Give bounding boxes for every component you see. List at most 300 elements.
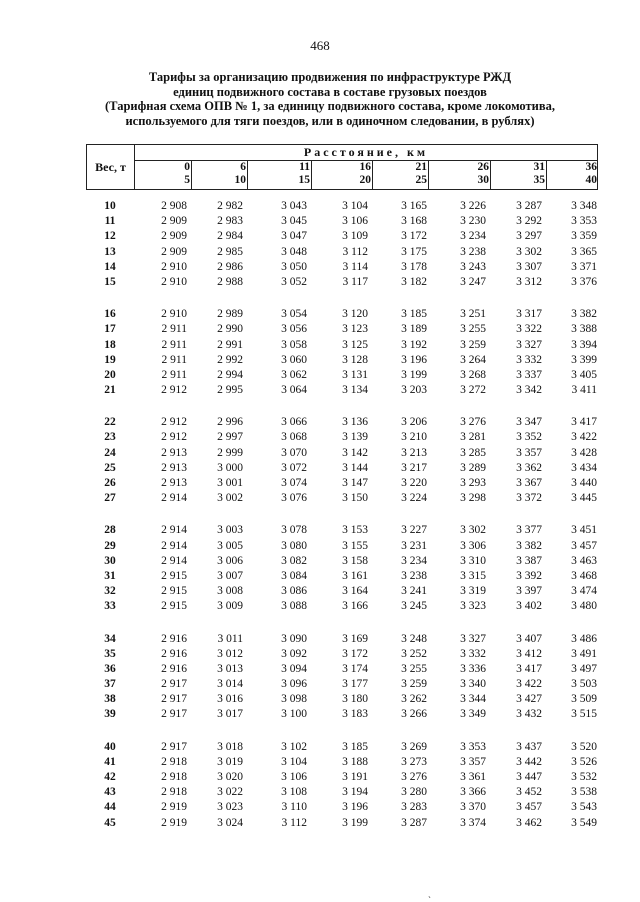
- tariff-cell: 3 050: [281, 260, 307, 273]
- tariff-cell: 3 183: [342, 708, 368, 721]
- table-row: [86, 570, 598, 585]
- tariff-cell: 3 332: [516, 353, 542, 366]
- weight-cell: 44: [104, 801, 116, 814]
- tariff-cell: 2 991: [217, 338, 243, 351]
- weight-cell: 27: [104, 492, 116, 505]
- table-row: [86, 492, 598, 507]
- tariff-cell: 3 080: [281, 539, 307, 552]
- tariff-cell: 3 064: [281, 384, 307, 397]
- tariff-cell: 2 982: [217, 200, 243, 212]
- tariff-cell: 3 255: [401, 662, 427, 675]
- tariff-cell: 2 985: [217, 245, 243, 258]
- table-row: [86, 477, 598, 492]
- tariff-cell: 3 457: [571, 539, 597, 552]
- weight-cell: 21: [104, 384, 116, 397]
- tariff-cell: 3 114: [342, 260, 368, 273]
- tariff-cell: 2 918: [161, 771, 187, 783]
- range-to: 40: [585, 174, 597, 186]
- tariff-cell: 3 427: [516, 693, 542, 706]
- tariff-cell: 3 264: [460, 353, 486, 366]
- distance-range-7: [547, 161, 598, 189]
- tariff-cell: 3 526: [571, 755, 597, 768]
- table-row: [86, 230, 598, 245]
- tariff-cell: 3 020: [217, 771, 243, 783]
- weight-cell: 34: [104, 632, 116, 645]
- tariff-cell: 2 914: [161, 492, 187, 505]
- tariff-cell: 3 128: [342, 353, 368, 366]
- row-group: [86, 633, 598, 724]
- table-row: [86, 585, 598, 600]
- tariff-cell: 3 134: [342, 384, 368, 397]
- weight-cell: 24: [104, 446, 116, 459]
- tariff-cell: 3 164: [342, 585, 368, 598]
- tariff-cell: 3 372: [516, 492, 542, 505]
- tariff-cell: 2 915: [161, 600, 187, 613]
- weight-cell: 12: [104, 230, 116, 243]
- tariff-cell: 3 451: [571, 524, 597, 537]
- tariff-cell: 3 227: [401, 524, 427, 537]
- tariff-cell: 3 371: [571, 260, 597, 273]
- tariff-cell: 3 102: [281, 740, 307, 753]
- weight-cell: 38: [104, 693, 116, 706]
- range-to: 20: [359, 174, 371, 186]
- weight-cell: 10: [104, 200, 116, 212]
- weight-cell: 20: [104, 368, 116, 381]
- tariff-cell: 3 188: [342, 755, 368, 768]
- tariff-cell: 3 008: [217, 585, 243, 598]
- tariff-cell: 3 353: [460, 740, 486, 753]
- weight-cell: 29: [104, 539, 116, 552]
- tariff-cell: 3 074: [281, 477, 307, 489]
- tariff-cell: 3 136: [342, 416, 368, 429]
- tariff-cell: 3 147: [342, 477, 368, 489]
- distance-range-3: [312, 161, 373, 189]
- table-row: [86, 384, 598, 399]
- tariff-cell: 2 917: [161, 693, 187, 706]
- tariff-cell: 2 917: [161, 740, 187, 753]
- table-row: [86, 771, 598, 786]
- tariff-cell: 2 919: [161, 816, 187, 829]
- tariff-cell: 3 359: [571, 230, 597, 243]
- tariff-cell: 2 913: [161, 477, 187, 489]
- tariff-cell: 3 399: [571, 353, 597, 366]
- tariff-cell: 3 016: [217, 693, 243, 706]
- range-to: 25: [415, 174, 427, 186]
- tariff-cell: 3 052: [281, 275, 307, 288]
- tariff-cell: 2 911: [161, 338, 187, 351]
- table-row: [86, 555, 598, 570]
- weight-cell: 22: [104, 416, 116, 429]
- distance-range-0: [135, 161, 192, 189]
- tariff-cell: 3 060: [281, 353, 307, 366]
- tariff-cell: 3 098: [281, 693, 307, 706]
- tariff-cell: 3 287: [401, 816, 427, 829]
- tariff-cell: 3 243: [460, 260, 486, 273]
- tariff-cell: 3 106: [342, 215, 368, 228]
- tariff-cell: 2 911: [161, 353, 187, 366]
- tariff-cell: 3 090: [281, 632, 307, 645]
- tariff-cell: 3 491: [571, 647, 597, 660]
- page-number: 468: [310, 38, 330, 53]
- table-row: [86, 462, 598, 477]
- tariff-cell: 3 302: [516, 245, 542, 258]
- tariff-cell: 3 104: [342, 200, 368, 212]
- tariff-cell: 3 428: [571, 446, 597, 459]
- table-header: [86, 144, 598, 190]
- tariff-cell: 2 918: [161, 786, 187, 799]
- tariff-cell: 3 174: [342, 662, 368, 675]
- tariff-cell: 3 196: [401, 353, 427, 366]
- tariff-cell: 3 110: [281, 801, 307, 814]
- tariff-cell: 3 112: [281, 816, 307, 829]
- tariff-cell: 3 189: [401, 323, 427, 336]
- tariff-cell: 3 172: [342, 647, 368, 660]
- tariff-cell: 3 007: [217, 569, 243, 582]
- tariff-cell: 3 131: [342, 368, 368, 381]
- tariff-cell: 2 917: [161, 678, 187, 691]
- tariff-cell: 3 394: [571, 338, 597, 351]
- tariff-cell: 3 340: [460, 678, 486, 691]
- tariff-cell: 2 908: [161, 200, 187, 212]
- tariff-cell: 3 280: [401, 786, 427, 799]
- weight-cell: 41: [104, 755, 116, 768]
- tariff-cell: 3 434: [571, 461, 597, 474]
- tariff-cell: 3 003: [217, 524, 243, 537]
- tariff-cell: 3 230: [460, 215, 486, 228]
- range-to: 30: [477, 174, 489, 186]
- tariff-cell: 3 474: [571, 585, 597, 598]
- tariff-cell: 3 018: [217, 740, 243, 753]
- tariff-cell: 3 412: [516, 647, 542, 660]
- tariff-cell: 3 269: [401, 740, 427, 753]
- weight-cell: 37: [104, 678, 116, 691]
- tariff-cell: 3 405: [571, 368, 597, 381]
- title-line: Тарифы за организацию продвижения по инфраструктуре РЖД: [148, 70, 512, 84]
- tariff-cell: 3 387: [516, 554, 542, 567]
- tariff-cell: 3 100: [281, 708, 307, 721]
- tariff-cell: 3 468: [571, 569, 597, 582]
- tariff-cell: 3 120: [342, 308, 368, 321]
- tariff-cell: 3 192: [401, 338, 427, 351]
- tariff-cell: 2 917: [161, 708, 187, 721]
- table-row: [86, 276, 598, 291]
- tariff-cell: 3 251: [460, 308, 486, 321]
- tariff-cell: 3 509: [571, 693, 597, 706]
- range-from: 36: [585, 161, 597, 173]
- tariff-cell: 2 983: [217, 215, 243, 228]
- tariff-cell: 3 023: [217, 801, 243, 814]
- tariff-cell: 3 293: [460, 477, 486, 489]
- tariff-cell: 3 247: [460, 275, 486, 288]
- tariff-cell: 3 213: [401, 446, 427, 459]
- tariff-cell: 2 915: [161, 569, 187, 582]
- tariff-cell: 3 272: [460, 384, 486, 397]
- tariff-cell: 3 374: [460, 816, 486, 829]
- tariff-cell: 3 066: [281, 416, 307, 429]
- tariff-cell: 3 307: [516, 260, 542, 273]
- tariff-cell: 3 078: [281, 524, 307, 537]
- tariff-cell: 3 165: [401, 200, 427, 212]
- tariff-cell: 2 988: [217, 275, 243, 288]
- tariff-cell: 3 144: [342, 461, 368, 474]
- tariff-cell: 2 990: [217, 323, 243, 336]
- tariff-cell: 3 302: [460, 524, 486, 537]
- range-from: 31: [533, 161, 545, 173]
- range-to: 35: [533, 174, 545, 186]
- tariff-cell: 2 915: [161, 585, 187, 598]
- table-row: [86, 339, 598, 354]
- table-row: [86, 693, 598, 708]
- tariff-cell: 3 422: [516, 678, 542, 691]
- table-row: [86, 246, 598, 261]
- tariff-cell: 3 047: [281, 230, 307, 243]
- tariff-cell: 3 515: [571, 708, 597, 721]
- table-row: [86, 801, 598, 816]
- tariff-cell: 3 268: [460, 368, 486, 381]
- tariff-cell: 3 252: [401, 647, 427, 660]
- tariff-cell: 3 024: [217, 816, 243, 829]
- title-line: (Тарифная схема ОПВ № 1, за единицу подвижного состава, кроме локомотива,: [105, 99, 555, 113]
- tariff-cell: 3 310: [460, 554, 486, 567]
- tariff-cell: 3 432: [516, 708, 542, 721]
- tariff-cell: 2 994: [217, 368, 243, 381]
- tariff-cell: 3 226: [460, 200, 486, 212]
- table-row: [86, 416, 598, 431]
- table-row: [86, 215, 598, 230]
- tariff-cell: 3 112: [342, 245, 368, 258]
- distance-range-4: [373, 161, 429, 189]
- tariff-cell: 3 377: [516, 524, 542, 537]
- tariff-cell: 3 317: [516, 308, 542, 321]
- tariff-cell: 3 206: [401, 416, 427, 429]
- table-row: [86, 648, 598, 663]
- table-row: [86, 756, 598, 771]
- tariff-cell: 3 169: [342, 632, 368, 645]
- tariff-cell: 3 349: [460, 708, 486, 721]
- tariff-table-body: [86, 200, 598, 849]
- tariff-cell: 3 259: [401, 678, 427, 691]
- range-from: 6: [240, 161, 246, 173]
- tariff-cell: 3 361: [460, 771, 486, 783]
- weight-cell: 39: [104, 708, 116, 721]
- tariff-cell: 3 082: [281, 554, 307, 567]
- tariff-cell: 3 076: [281, 492, 307, 505]
- tariff-cell: 3 096: [281, 678, 307, 691]
- distance-header: Расстояние, км: [135, 145, 597, 161]
- tariff-cell: 3 332: [460, 647, 486, 660]
- weight-cell: 25: [104, 461, 116, 474]
- tariff-cell: 2 914: [161, 524, 187, 537]
- tariff-cell: 3 292: [516, 215, 542, 228]
- range-from: 11: [299, 161, 310, 173]
- tariff-cell: 3 062: [281, 368, 307, 381]
- weight-cell: 33: [104, 600, 116, 613]
- tariff-cell: 3 072: [281, 461, 307, 474]
- weight-cell: 13: [104, 245, 116, 258]
- tariff-cell: 3 437: [516, 740, 542, 753]
- tariff-cell: 2 909: [161, 215, 187, 228]
- tariff-cell: 3 001: [217, 477, 243, 489]
- tariff-cell: 3 182: [401, 275, 427, 288]
- distance-range-1: [192, 161, 248, 189]
- tariff-cell: 3 194: [342, 786, 368, 799]
- tariff-cell: 3 255: [460, 323, 486, 336]
- tariff-cell: 3 210: [401, 431, 427, 444]
- document-title: [60, 70, 600, 128]
- tariff-cell: 3 014: [217, 678, 243, 691]
- tariff-cell: 3 000: [217, 461, 243, 474]
- tariff-cell: 3 084: [281, 569, 307, 582]
- tariff-cell: 3 281: [460, 431, 486, 444]
- tariff-cell: 3 289: [460, 461, 486, 474]
- tariff-cell: 3 486: [571, 632, 597, 645]
- tariff-cell: 3 417: [571, 416, 597, 429]
- tariff-cell: 2 984: [217, 230, 243, 243]
- tariff-cell: 2 997: [217, 431, 243, 444]
- weight-cell: 11: [104, 215, 116, 228]
- tariff-cell: 2 918: [161, 755, 187, 768]
- tariff-cell: 3 319: [460, 585, 486, 598]
- tariff-cell: 2 999: [217, 446, 243, 459]
- tariff-cell: 3 344: [460, 693, 486, 706]
- tariff-cell: 3 262: [401, 693, 427, 706]
- tariff-cell: 3 357: [516, 446, 542, 459]
- table-row: [86, 540, 598, 555]
- tariff-cell: 3 370: [460, 801, 486, 814]
- tariff-cell: 3 172: [401, 230, 427, 243]
- tariff-cell: 3 108: [281, 786, 307, 799]
- tariff-cell: 3 348: [571, 200, 597, 212]
- weight-cell: 18: [104, 338, 116, 351]
- row-group: [86, 524, 598, 615]
- tariff-cell: 3 462: [516, 816, 542, 829]
- tariff-cell: 3 337: [516, 368, 542, 381]
- tariff-cell: 3 298: [460, 492, 486, 505]
- table-row: [86, 817, 598, 832]
- tariff-cell: 3 175: [401, 245, 427, 258]
- table-row: [86, 369, 598, 384]
- tariff-cell: 3 019: [217, 755, 243, 768]
- tariff-cell: 3 241: [401, 585, 427, 598]
- tariff-cell: 3 185: [401, 308, 427, 321]
- table-row: [86, 678, 598, 693]
- tariff-cell: 3 234: [401, 554, 427, 567]
- table-row: [86, 600, 598, 615]
- table-row: [86, 308, 598, 323]
- tariff-cell: 3 549: [571, 816, 597, 829]
- tariff-cell: 3 417: [516, 662, 542, 675]
- tariff-cell: 2 919: [161, 801, 187, 814]
- table-row: [86, 447, 598, 462]
- table-row: [86, 633, 598, 648]
- tariff-cell: 3 287: [516, 200, 542, 212]
- tariff-cell: 3 117: [342, 275, 368, 288]
- distance-range-5: [429, 161, 491, 189]
- weight-cell: 19: [104, 353, 116, 366]
- tariff-cell: 3 276: [401, 771, 427, 783]
- tariff-cell: 3 068: [281, 431, 307, 444]
- distance-range-2: [248, 161, 312, 189]
- tariff-cell: 3 058: [281, 338, 307, 351]
- tariff-cell: 3 266: [401, 708, 427, 721]
- tariff-cell: 3 142: [342, 446, 368, 459]
- tariff-cell: 3 480: [571, 600, 597, 613]
- weight-cell: 31: [104, 569, 116, 582]
- tariff-cell: 3 411: [571, 384, 597, 397]
- tariff-cell: 3 497: [571, 662, 597, 675]
- weight-cell: 35: [104, 647, 116, 660]
- tariff-cell: 3 407: [516, 632, 542, 645]
- range-from: 26: [477, 161, 489, 173]
- tariff-cell: 2 909: [161, 245, 187, 258]
- tariff-cell: 3 285: [460, 446, 486, 459]
- tariff-cell: 3 543: [571, 801, 597, 814]
- title-line: единиц подвижного состава в составе грузовых поездов: [173, 84, 487, 99]
- tariff-cell: 3 238: [460, 245, 486, 258]
- tariff-cell: 3 503: [571, 678, 597, 691]
- table-row: [86, 431, 598, 446]
- tariff-cell: 3 297: [516, 230, 542, 243]
- tariff-cell: 3 054: [281, 308, 307, 321]
- tariff-cell: 3 002: [217, 492, 243, 505]
- tariff-cell: 3 283: [401, 801, 427, 814]
- tariff-cell: 3 045: [281, 215, 307, 228]
- tariff-cell: 3 382: [516, 539, 542, 552]
- table-row: [86, 261, 598, 276]
- tariff-cell: 3 009: [217, 600, 243, 613]
- tariff-cell: 3 191: [342, 771, 368, 783]
- tariff-cell: 2 911: [161, 368, 187, 381]
- tariff-cell: 3 367: [516, 477, 542, 489]
- tariff-cell: 3 259: [460, 338, 486, 351]
- tariff-cell: 2 914: [161, 554, 187, 567]
- tariff-cell: 3 362: [516, 461, 542, 474]
- row-group: [86, 200, 598, 291]
- tariff-cell: 2 909: [161, 230, 187, 243]
- tariff-cell: 3 109: [342, 230, 368, 243]
- tariff-cell: 3 352: [516, 431, 542, 444]
- tariff-cell: 3 043: [281, 200, 307, 212]
- tariff-cell: 2 986: [217, 260, 243, 273]
- tariff-cell: 3 306: [460, 539, 486, 552]
- tariff-cell: 3 397: [516, 585, 542, 598]
- tariff-cell: 3 312: [516, 275, 542, 288]
- tariff-cell: 3 248: [401, 632, 427, 645]
- tariff-cell: 3 199: [342, 816, 368, 829]
- row-group: [86, 741, 598, 832]
- tariff-cell: 3 276: [460, 416, 486, 429]
- tariff-cell: 3 231: [401, 539, 427, 552]
- weight-cell: 43: [104, 786, 116, 799]
- tariff-cell: 3 445: [571, 492, 597, 505]
- tariff-cell: 3 220: [401, 477, 427, 489]
- tariff-cell: 3 168: [401, 215, 427, 228]
- tariff-cell: 3 357: [460, 755, 486, 768]
- weight-cell: 26: [104, 477, 116, 489]
- tariff-cell: 3 161: [342, 569, 368, 582]
- tariff-cell: 3 347: [516, 416, 542, 429]
- tariff-cell: 2 910: [161, 275, 187, 288]
- tariff-cell: 3 094: [281, 662, 307, 675]
- tariff-cell: 2 913: [161, 461, 187, 474]
- range-from: 16: [359, 161, 371, 173]
- tariff-cell: 2 910: [161, 308, 187, 321]
- tariff-cell: 3 166: [342, 600, 368, 613]
- tariff-cell: 3 440: [571, 477, 597, 489]
- weight-cell: 17: [104, 323, 116, 336]
- range-to: 5: [184, 174, 190, 186]
- tariff-cell: 3 452: [516, 786, 542, 799]
